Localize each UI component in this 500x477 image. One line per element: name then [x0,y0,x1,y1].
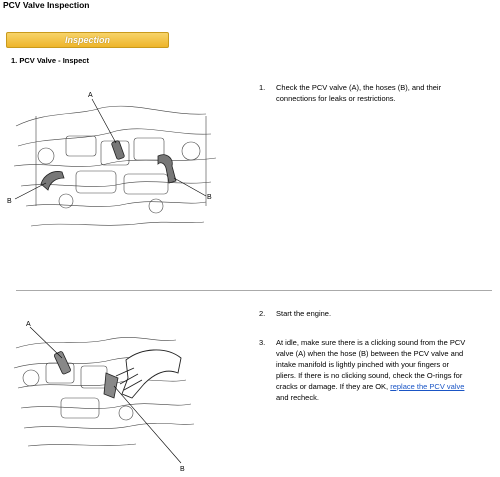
engine-illustration-1 [6,86,224,236]
step-2-number: 2. [259,309,266,318]
figure1-label-a: A [88,92,93,99]
figure1-label-b-left: B [7,198,12,205]
replace-pcv-valve-link[interactable]: replace the PCV valve [390,382,465,391]
inspection-banner: Inspection [6,32,169,48]
step-2-text: Start the engine. [276,309,332,318]
figure1-label-b-right: B [207,194,212,201]
step-1-text: Check the PCV valve (A), the hoses (B), and their connections for leaks or restrictions. [276,83,442,103]
step-3-text-before: At idle, make sure there is a clicking sound from the PCV valve (A) when the hose (B) between the PCV valve and intake manifold is lightly pinched with your fingers or pliers. If there is no clicking sound, check the O-rings for cracks or damage. If they are OK, [276,338,466,391]
figure2-label-a: A [26,321,31,328]
step-3-text-after: and recheck. [276,393,319,402]
section-divider [16,290,492,291]
step-1-number: 1. [259,83,266,92]
page-title: PCV Valve Inspection [3,0,90,10]
engine-illustration-2 [6,318,216,476]
section-title: 1. PCV Valve - Inspect [11,56,89,65]
step-3-text [276,337,471,403]
figure2-label-b: B [180,466,185,473]
step-3-number: 3. [259,338,266,347]
